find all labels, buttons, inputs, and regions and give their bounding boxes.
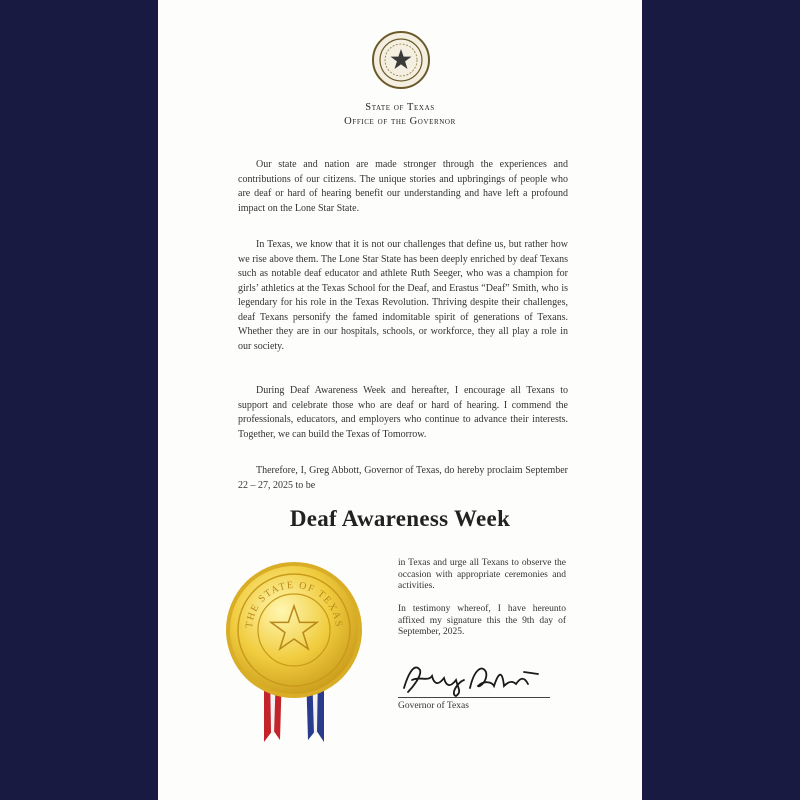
governor-signature bbox=[398, 658, 548, 698]
signature-title: Governor of Texas bbox=[398, 701, 469, 711]
letterhead-state: State of Texas bbox=[365, 102, 435, 113]
closing-paragraph-1: in Texas and urge all Texans to observe the occasion with appropriate ceremonies and activities. bbox=[398, 558, 566, 591]
paragraph-1: Our state and nation are made stronger through the experiences and contributions of our citizens. The unique stories and upbringings of people who are deaf or hard of hearing benefit our understanding and have left a profound impact on the Lone Star State. bbox=[238, 159, 568, 214]
gold-seal-text: THE STATE OF TEXAS bbox=[243, 579, 345, 629]
texas-state-seal-icon bbox=[371, 30, 431, 90]
gold-seal-icon bbox=[224, 560, 364, 750]
paragraph-3: During Deaf Awareness Week and hereafter, I encourage all Texans to support and celebrate those who are deaf or hard of hearing. I commend the professionals, educators, and employers who continue to advance their interests. Together, we can build the Texas of Tomorrow. bbox=[238, 385, 568, 440]
signature-line bbox=[398, 697, 550, 698]
paragraph-2: In Texas, we know that it is not our challenges that define us, but rather how we rise above them. The Lone Star State has been deeply enriched by deaf Texans such as notable deaf educator and athlete Ruth Seeger, who was a champion for girls’ athletics at the Texas School for the Deaf, and Erastus “Deaf” Smith, who is legendary for his role in the Texas Revolution. Thriving despite their challenges, deaf Texans personify the famed indomitable spirit of generations of Texans. Whether they are in our hospitals, schools, or workforce, they all play a role in our society. bbox=[238, 239, 568, 352]
letterhead-office: Office of the Governor bbox=[344, 116, 456, 127]
proclamation-title: Deaf Awareness Week bbox=[289, 506, 511, 531]
closing-paragraph-2: In testimony whereof, I have hereunto affixed my signature this the 9th day of September, 2025. bbox=[398, 604, 566, 637]
proclamation-document bbox=[158, 0, 642, 800]
paragraph-4: Therefore, I, Greg Abbott, Governor of Texas, do hereby proclaim September 22 – 27, 2025 to be bbox=[238, 465, 568, 491]
